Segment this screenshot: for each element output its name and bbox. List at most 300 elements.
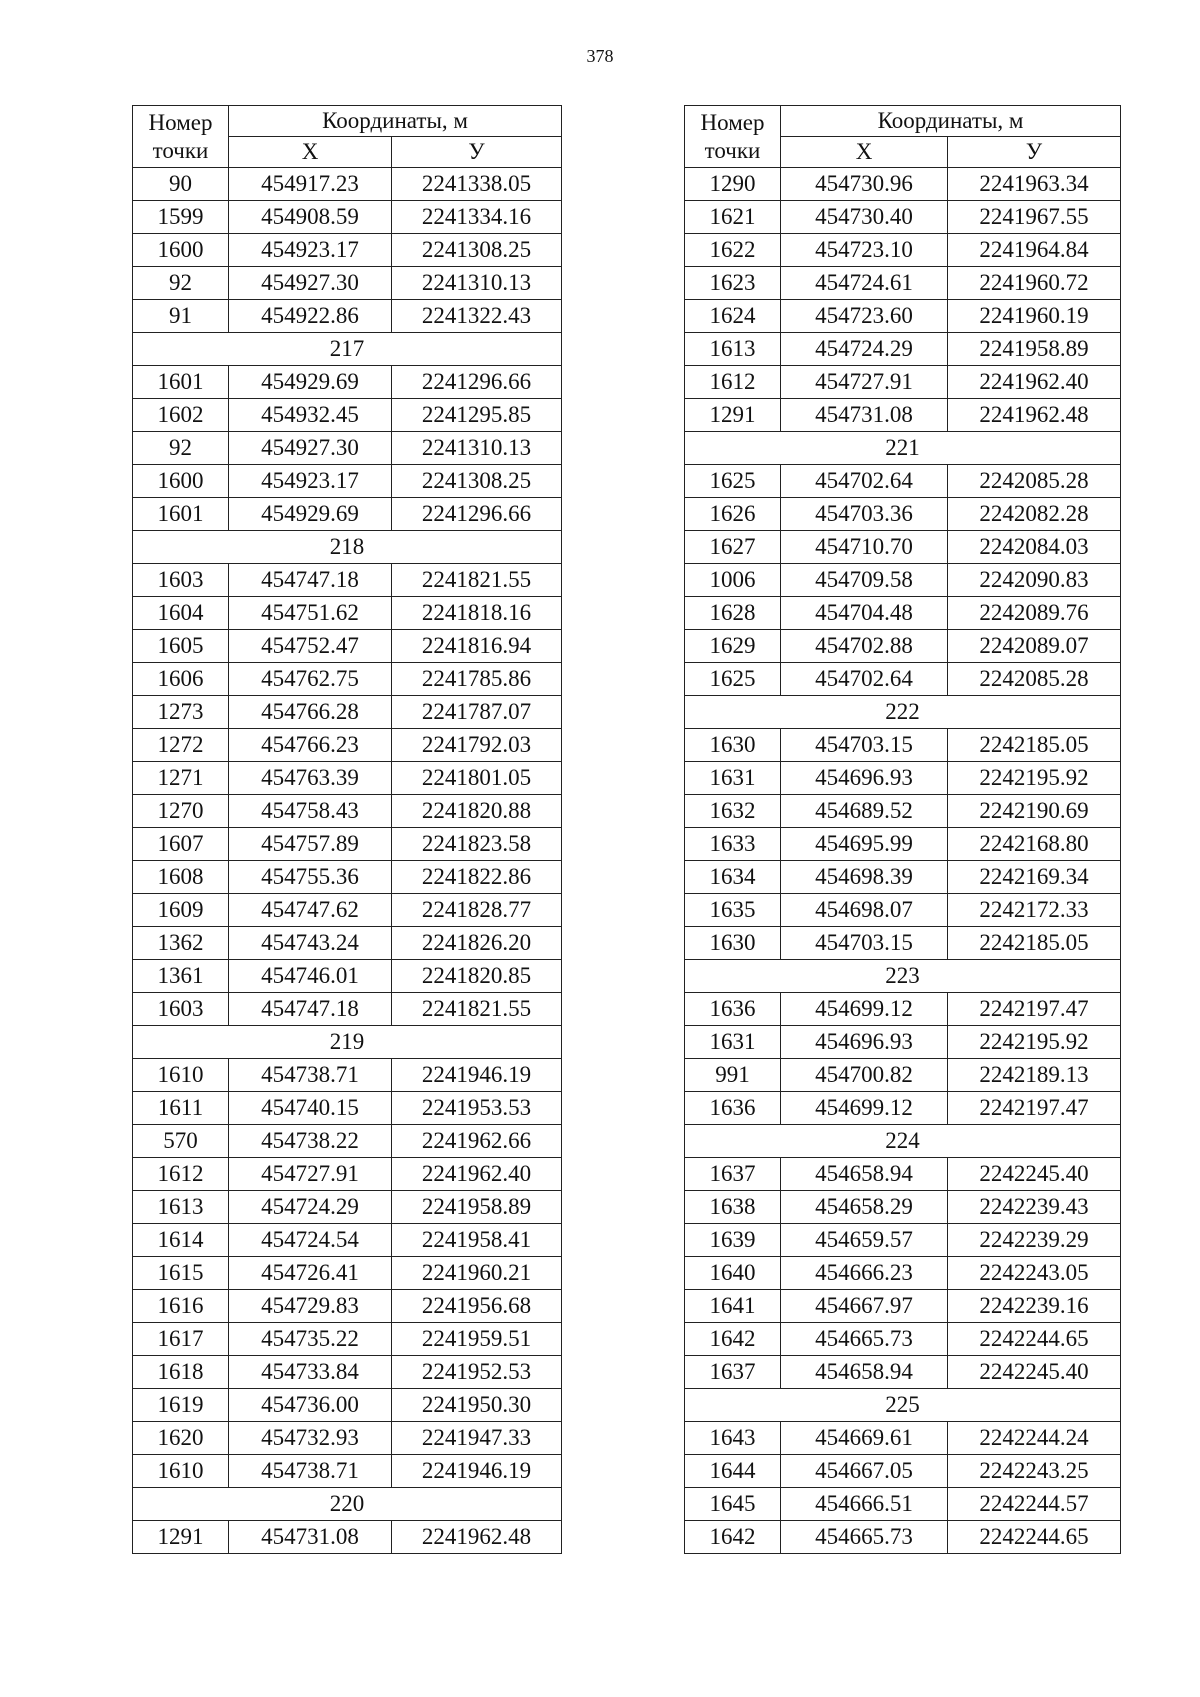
y-coordinate-cell: 2241962.48 xyxy=(392,1521,562,1554)
point-number-cell: 1603 xyxy=(133,564,229,597)
x-coordinate-cell: 454736.00 xyxy=(229,1389,392,1422)
table-row xyxy=(133,696,562,729)
y-coordinate-cell: 2242244.65 xyxy=(948,1323,1121,1356)
point-number-cell: 1612 xyxy=(133,1158,229,1191)
table-row xyxy=(133,564,562,597)
point-number-cell: 1604 xyxy=(133,597,229,630)
point-number-cell: 1631 xyxy=(685,762,781,795)
table-row xyxy=(133,1521,562,1554)
table-row xyxy=(133,927,562,960)
y-coordinate-cell: 2242239.43 xyxy=(948,1191,1121,1224)
x-coordinate-cell: 454665.73 xyxy=(781,1521,948,1554)
table-row xyxy=(133,630,562,663)
table-row xyxy=(685,1455,1121,1488)
point-number-cell: 1633 xyxy=(685,828,781,861)
table-row xyxy=(133,1059,562,1092)
point-number-cell: 1625 xyxy=(685,465,781,498)
point-number-cell: 1634 xyxy=(685,861,781,894)
y-coordinate-cell: 2241964.84 xyxy=(948,234,1121,267)
y-coordinate-cell: 2241956.68 xyxy=(392,1290,562,1323)
table-row xyxy=(133,861,562,894)
table-row xyxy=(685,1290,1121,1323)
point-number-cell: 1641 xyxy=(685,1290,781,1323)
y-coordinate-cell: 2241962.40 xyxy=(392,1158,562,1191)
x-coordinate-cell: 454735.22 xyxy=(229,1323,392,1356)
table-row xyxy=(685,201,1121,234)
x-coordinate-cell: 454738.22 xyxy=(229,1125,392,1158)
x-coordinate-cell: 454727.91 xyxy=(229,1158,392,1191)
point-number-cell: 1600 xyxy=(133,465,229,498)
y-coordinate-cell: 2242185.05 xyxy=(948,729,1121,762)
table-row xyxy=(685,300,1121,333)
table-row xyxy=(685,828,1121,861)
point-number-cell: 1600 xyxy=(133,234,229,267)
point-number-cell: 1610 xyxy=(133,1059,229,1092)
table-row xyxy=(133,1092,562,1125)
x-coordinate-cell: 454709.58 xyxy=(781,564,948,597)
point-number-cell: 92 xyxy=(133,432,229,465)
y-coordinate-cell: 2242089.76 xyxy=(948,597,1121,630)
point-number-cell: 1270 xyxy=(133,795,229,828)
point-number-cell: 1609 xyxy=(133,894,229,927)
x-coordinate-cell: 454923.17 xyxy=(229,465,392,498)
point-number-cell: 1619 xyxy=(133,1389,229,1422)
section-number: 218 xyxy=(133,531,562,564)
x-coordinate-cell: 454762.75 xyxy=(229,663,392,696)
y-coordinate-cell: 2241946.19 xyxy=(392,1059,562,1092)
table-row xyxy=(133,729,562,762)
point-number-cell: 1362 xyxy=(133,927,229,960)
y-coordinate-cell: 2241952.53 xyxy=(392,1356,562,1389)
section-row xyxy=(685,1389,1121,1422)
table-row xyxy=(685,1092,1121,1125)
table-row xyxy=(133,1224,562,1257)
table-row xyxy=(685,531,1121,564)
table-row xyxy=(685,795,1121,828)
point-number-cell: 1605 xyxy=(133,630,229,663)
section-row xyxy=(685,960,1121,993)
point-number-cell: 92 xyxy=(133,267,229,300)
section-row xyxy=(685,1125,1121,1158)
x-coordinate-cell: 454700.82 xyxy=(781,1059,948,1092)
x-coordinate-cell: 454755.36 xyxy=(229,861,392,894)
section-row xyxy=(685,432,1121,465)
table-row xyxy=(685,927,1121,960)
x-coordinate-cell: 454731.08 xyxy=(781,399,948,432)
y-coordinate-cell: 2241960.72 xyxy=(948,267,1121,300)
table-row xyxy=(685,564,1121,597)
y-coordinate-cell: 2241338.05 xyxy=(392,168,562,201)
point-number-cell: 1636 xyxy=(685,993,781,1026)
y-coordinate-cell: 2242244.65 xyxy=(948,1521,1121,1554)
y-coordinate-cell: 2241818.16 xyxy=(392,597,562,630)
y-coordinate-cell: 2241963.34 xyxy=(948,168,1121,201)
table-row xyxy=(133,300,562,333)
y-coordinate-cell: 2241962.40 xyxy=(948,366,1121,399)
point-number-cell: 1612 xyxy=(685,366,781,399)
x-coordinate-cell: 454723.60 xyxy=(781,300,948,333)
table-row xyxy=(133,1257,562,1290)
point-number-cell: 1606 xyxy=(133,663,229,696)
y-coordinate-cell: 2241946.19 xyxy=(392,1455,562,1488)
x-coordinate-cell: 454702.64 xyxy=(781,663,948,696)
point-number-cell: 1632 xyxy=(685,795,781,828)
point-number-cell: 1625 xyxy=(685,663,781,696)
y-coordinate-cell: 2242197.47 xyxy=(948,993,1121,1026)
y-coordinate-cell: 2241296.66 xyxy=(392,366,562,399)
y-coordinate-cell: 2242245.40 xyxy=(948,1356,1121,1389)
section-number: 217 xyxy=(133,333,562,366)
y-coordinate-cell: 2242189.13 xyxy=(948,1059,1121,1092)
point-number-cell: 1636 xyxy=(685,1092,781,1125)
point-number-cell: 1361 xyxy=(133,960,229,993)
table-row xyxy=(685,366,1121,399)
x-coordinate-cell: 454917.23 xyxy=(229,168,392,201)
table-row xyxy=(685,1521,1121,1554)
x-coordinate-cell: 454747.18 xyxy=(229,564,392,597)
coordinates-header: Координаты, м xyxy=(781,106,1121,137)
y-coordinate-cell: 2241820.88 xyxy=(392,795,562,828)
x-header: X xyxy=(229,137,392,168)
y-coordinate-cell: 2242168.80 xyxy=(948,828,1121,861)
section-number: 224 xyxy=(685,1125,1121,1158)
table-row xyxy=(685,1158,1121,1191)
x-coordinate-cell: 454658.94 xyxy=(781,1158,948,1191)
point-number-cell: 1624 xyxy=(685,300,781,333)
table-row xyxy=(133,1356,562,1389)
table-row xyxy=(133,168,562,201)
y-coordinate-cell: 2242244.57 xyxy=(948,1488,1121,1521)
y-coordinate-cell: 2242245.40 xyxy=(948,1158,1121,1191)
point-number-cell: 1603 xyxy=(133,993,229,1026)
point-number-header-line2: точки xyxy=(704,137,761,163)
point-number-cell: 1271 xyxy=(133,762,229,795)
y-coordinate-cell: 2241947.33 xyxy=(392,1422,562,1455)
x-coordinate-cell: 454724.29 xyxy=(781,333,948,366)
point-number-cell: 1631 xyxy=(685,1026,781,1059)
y-coordinate-cell: 2242089.07 xyxy=(948,630,1121,663)
point-number-cell: 1602 xyxy=(133,399,229,432)
y-coordinate-cell: 2241959.51 xyxy=(392,1323,562,1356)
point-number-cell: 1645 xyxy=(685,1488,781,1521)
table-row xyxy=(685,729,1121,762)
x-coordinate-cell: 454698.07 xyxy=(781,894,948,927)
table-row xyxy=(685,333,1121,366)
x-coordinate-cell: 454922.86 xyxy=(229,300,392,333)
point-number-cell: 1644 xyxy=(685,1455,781,1488)
x-coordinate-cell: 454732.93 xyxy=(229,1422,392,1455)
table-row xyxy=(133,465,562,498)
table-row xyxy=(685,1059,1121,1092)
x-coordinate-cell: 454932.45 xyxy=(229,399,392,432)
x-coordinate-cell: 454659.57 xyxy=(781,1224,948,1257)
x-coordinate-cell: 454665.73 xyxy=(781,1323,948,1356)
point-number-cell: 1642 xyxy=(685,1323,781,1356)
table-row xyxy=(133,1455,562,1488)
y-coordinate-cell: 2241334.16 xyxy=(392,201,562,234)
point-number-cell: 90 xyxy=(133,168,229,201)
point-number-cell: 1618 xyxy=(133,1356,229,1389)
x-coordinate-cell: 454757.89 xyxy=(229,828,392,861)
y-coordinate-cell: 2241953.53 xyxy=(392,1092,562,1125)
table-row xyxy=(133,960,562,993)
y-coordinate-cell: 2241826.20 xyxy=(392,927,562,960)
point-number-cell: 1628 xyxy=(685,597,781,630)
table-row xyxy=(133,201,562,234)
table-row xyxy=(685,630,1121,663)
point-number-header-line1: Номер xyxy=(700,109,765,135)
y-coordinate-cell: 2242243.25 xyxy=(948,1455,1121,1488)
x-coordinate-cell: 454731.08 xyxy=(229,1521,392,1554)
y-coordinate-cell: 2241308.25 xyxy=(392,465,562,498)
y-coordinate-cell: 2241310.13 xyxy=(392,267,562,300)
y-coordinate-cell: 2241816.94 xyxy=(392,630,562,663)
y-coordinate-cell: 2241295.85 xyxy=(392,399,562,432)
point-number-cell: 1613 xyxy=(685,333,781,366)
table-row xyxy=(685,498,1121,531)
y-coordinate-cell: 2241322.43 xyxy=(392,300,562,333)
y-coordinate-cell: 2241310.13 xyxy=(392,432,562,465)
x-coordinate-cell: 454696.93 xyxy=(781,1026,948,1059)
table-row xyxy=(133,597,562,630)
table-row xyxy=(685,399,1121,432)
point-number-cell: 1621 xyxy=(685,201,781,234)
y-coordinate-cell: 2242239.16 xyxy=(948,1290,1121,1323)
x-coordinate-cell: 454929.69 xyxy=(229,366,392,399)
point-number-cell: 1639 xyxy=(685,1224,781,1257)
table-row xyxy=(685,663,1121,696)
x-coordinate-cell: 454729.83 xyxy=(229,1290,392,1323)
section-number: 225 xyxy=(685,1389,1121,1422)
x-coordinate-cell: 454747.62 xyxy=(229,894,392,927)
y-coordinate-cell: 2241967.55 xyxy=(948,201,1121,234)
table-row xyxy=(133,762,562,795)
y-coordinate-cell: 2242195.92 xyxy=(948,762,1121,795)
x-coordinate-cell: 454658.94 xyxy=(781,1356,948,1389)
point-number-cell: 1622 xyxy=(685,234,781,267)
x-coordinate-cell: 454927.30 xyxy=(229,267,392,300)
table-row xyxy=(133,234,562,267)
table-row xyxy=(133,828,562,861)
table-row xyxy=(685,1356,1121,1389)
table-row xyxy=(685,1026,1121,1059)
y-coordinate-cell: 2241960.19 xyxy=(948,300,1121,333)
table-row xyxy=(133,1158,562,1191)
table-row xyxy=(133,894,562,927)
x-coordinate-cell: 454923.17 xyxy=(229,234,392,267)
point-number-cell: 1627 xyxy=(685,531,781,564)
point-number-cell: 1607 xyxy=(133,828,229,861)
x-coordinate-cell: 454710.70 xyxy=(781,531,948,564)
table-row xyxy=(685,762,1121,795)
table-row xyxy=(133,1389,562,1422)
point-number-cell: 1642 xyxy=(685,1521,781,1554)
point-number-cell: 1006 xyxy=(685,564,781,597)
point-number-cell: 1611 xyxy=(133,1092,229,1125)
point-number-cell: 1272 xyxy=(133,729,229,762)
x-coordinate-cell: 454702.64 xyxy=(781,465,948,498)
y-coordinate-cell: 2242084.03 xyxy=(948,531,1121,564)
x-coordinate-cell: 454667.05 xyxy=(781,1455,948,1488)
table-row xyxy=(133,1191,562,1224)
table-row xyxy=(685,861,1121,894)
point-number-cell: 1291 xyxy=(685,399,781,432)
point-number-header-line1: Номер xyxy=(148,109,213,135)
x-coordinate-cell: 454740.15 xyxy=(229,1092,392,1125)
y-coordinate-cell: 2241821.55 xyxy=(392,993,562,1026)
y-header: У xyxy=(392,137,562,168)
point-number-cell: 1638 xyxy=(685,1191,781,1224)
point-number-cell: 1637 xyxy=(685,1158,781,1191)
x-coordinate-cell: 454724.54 xyxy=(229,1224,392,1257)
point-number-cell: 1637 xyxy=(685,1356,781,1389)
x-coordinate-cell: 454927.30 xyxy=(229,432,392,465)
point-number-cell: 1601 xyxy=(133,366,229,399)
point-number-cell: 1613 xyxy=(133,1191,229,1224)
point-number-cell: 1616 xyxy=(133,1290,229,1323)
y-coordinate-cell: 2241785.86 xyxy=(392,663,562,696)
table-row xyxy=(133,993,562,1026)
point-number-header-line2: точки xyxy=(152,137,209,163)
table-row xyxy=(685,894,1121,927)
x-coordinate-cell: 454704.48 xyxy=(781,597,948,630)
x-coordinate-cell: 454699.12 xyxy=(781,1092,948,1125)
x-coordinate-cell: 454698.39 xyxy=(781,861,948,894)
x-coordinate-cell: 454695.99 xyxy=(781,828,948,861)
table-row xyxy=(133,366,562,399)
y-coordinate-cell: 2241821.55 xyxy=(392,564,562,597)
x-coordinate-cell: 454733.84 xyxy=(229,1356,392,1389)
section-row xyxy=(133,333,562,366)
point-number-cell: 1623 xyxy=(685,267,781,300)
table-row xyxy=(685,1191,1121,1224)
x-coordinate-cell: 454730.40 xyxy=(781,201,948,234)
section-number: 223 xyxy=(685,960,1121,993)
y-coordinate-cell: 2241296.66 xyxy=(392,498,562,531)
point-number-cell: 1610 xyxy=(133,1455,229,1488)
y-coordinate-cell: 2241962.66 xyxy=(392,1125,562,1158)
table-row xyxy=(133,663,562,696)
point-number-cell: 1635 xyxy=(685,894,781,927)
section-number: 220 xyxy=(133,1488,562,1521)
section-row xyxy=(133,1488,562,1521)
x-coordinate-cell: 454738.71 xyxy=(229,1455,392,1488)
y-coordinate-cell: 2241823.58 xyxy=(392,828,562,861)
point-number-cell: 1626 xyxy=(685,498,781,531)
section-number: 219 xyxy=(133,1026,562,1059)
section-row xyxy=(685,696,1121,729)
table-row xyxy=(133,1422,562,1455)
x-coordinate-cell: 454669.61 xyxy=(781,1422,948,1455)
y-coordinate-cell: 2242085.28 xyxy=(948,663,1121,696)
y-coordinate-cell: 2242172.33 xyxy=(948,894,1121,927)
table-row xyxy=(685,267,1121,300)
y-coordinate-cell: 2242244.24 xyxy=(948,1422,1121,1455)
x-coordinate-cell: 454703.15 xyxy=(781,729,948,762)
table-row xyxy=(133,1323,562,1356)
x-coordinate-cell: 454763.39 xyxy=(229,762,392,795)
table-row xyxy=(685,993,1121,1026)
x-coordinate-cell: 454751.62 xyxy=(229,597,392,630)
table-row xyxy=(133,498,562,531)
point-number-cell: 1599 xyxy=(133,201,229,234)
table-row xyxy=(685,234,1121,267)
y-coordinate-cell: 2241958.89 xyxy=(948,333,1121,366)
x-coordinate-cell: 454702.88 xyxy=(781,630,948,663)
section-row xyxy=(133,531,562,564)
y-coordinate-cell: 2242195.92 xyxy=(948,1026,1121,1059)
point-number-cell: 1614 xyxy=(133,1224,229,1257)
point-number-cell: 1617 xyxy=(133,1323,229,1356)
point-number-cell: 1290 xyxy=(685,168,781,201)
y-coordinate-cell: 2241828.77 xyxy=(392,894,562,927)
x-coordinate-cell: 454766.28 xyxy=(229,696,392,729)
point-number-cell: 1629 xyxy=(685,630,781,663)
point-number-cell: 570 xyxy=(133,1125,229,1158)
x-coordinate-cell: 454758.43 xyxy=(229,795,392,828)
point-number-header xyxy=(685,106,781,168)
y-coordinate-cell: 2242185.05 xyxy=(948,927,1121,960)
table-row xyxy=(133,1125,562,1158)
x-coordinate-cell: 454703.15 xyxy=(781,927,948,960)
point-number-cell: 1640 xyxy=(685,1257,781,1290)
x-coordinate-cell: 454766.23 xyxy=(229,729,392,762)
point-number-cell: 1620 xyxy=(133,1422,229,1455)
x-coordinate-cell: 454746.01 xyxy=(229,960,392,993)
x-coordinate-cell: 454724.29 xyxy=(229,1191,392,1224)
point-number-cell: 1291 xyxy=(133,1521,229,1554)
point-number-cell: 991 xyxy=(685,1059,781,1092)
table-row xyxy=(685,1488,1121,1521)
y-coordinate-cell: 2241792.03 xyxy=(392,729,562,762)
y-coordinate-cell: 2241960.21 xyxy=(392,1257,562,1290)
y-coordinate-cell: 2242197.47 xyxy=(948,1092,1121,1125)
x-coordinate-cell: 454726.41 xyxy=(229,1257,392,1290)
point-number-cell: 91 xyxy=(133,300,229,333)
table-row xyxy=(685,168,1121,201)
x-coordinate-cell: 454929.69 xyxy=(229,498,392,531)
table-row xyxy=(133,795,562,828)
table-row xyxy=(685,1224,1121,1257)
x-coordinate-cell: 454666.23 xyxy=(781,1257,948,1290)
point-number-cell: 1615 xyxy=(133,1257,229,1290)
table-row xyxy=(685,1422,1121,1455)
x-coordinate-cell: 454667.97 xyxy=(781,1290,948,1323)
x-coordinate-cell: 454658.29 xyxy=(781,1191,948,1224)
x-coordinate-cell: 454703.36 xyxy=(781,498,948,531)
y-coordinate-cell: 2241822.86 xyxy=(392,861,562,894)
section-row xyxy=(133,1026,562,1059)
table-row xyxy=(133,432,562,465)
x-coordinate-cell: 454689.52 xyxy=(781,795,948,828)
y-coordinate-cell: 2241820.85 xyxy=(392,960,562,993)
coordinates-table-left xyxy=(132,105,562,1554)
x-header: X xyxy=(781,137,948,168)
x-coordinate-cell: 454727.91 xyxy=(781,366,948,399)
y-coordinate-cell: 2241787.07 xyxy=(392,696,562,729)
table-row xyxy=(685,1323,1121,1356)
x-coordinate-cell: 454738.71 xyxy=(229,1059,392,1092)
y-coordinate-cell: 2242169.34 xyxy=(948,861,1121,894)
y-coordinate-cell: 2241308.25 xyxy=(392,234,562,267)
right-table-body xyxy=(685,168,1121,1554)
point-number-cell: 1601 xyxy=(133,498,229,531)
x-coordinate-cell: 454730.96 xyxy=(781,168,948,201)
x-coordinate-cell: 454752.47 xyxy=(229,630,392,663)
x-coordinate-cell: 454723.10 xyxy=(781,234,948,267)
y-coordinate-cell: 2242090.83 xyxy=(948,564,1121,597)
table-row xyxy=(133,1290,562,1323)
